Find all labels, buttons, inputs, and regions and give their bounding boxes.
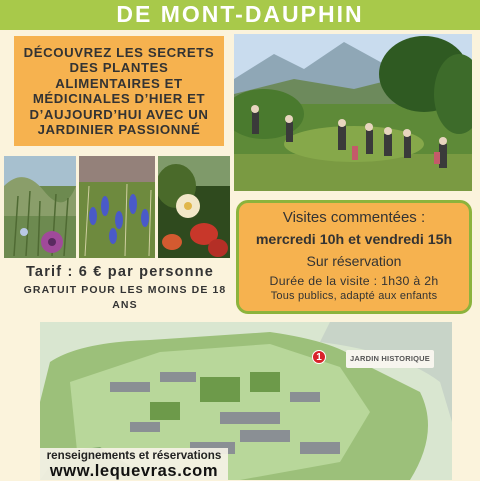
map-marker-label: JARDIN HISTORIQUE: [346, 350, 434, 368]
garden-photo: [234, 34, 472, 191]
intro-box: [14, 36, 224, 146]
contact-website-link[interactable]: www.lequevras.com: [49, 462, 219, 480]
free-note: GRATUIT POUR LES MOINS DE 18 ANS: [23, 284, 227, 311]
visits-heading: Visites commentées :: [282, 209, 426, 226]
visits-box: [236, 200, 472, 314]
visits-audience: Tous publics, adapté aux enfants: [270, 290, 438, 302]
flower-photo-lavender: [4, 156, 76, 258]
intro-text: DÉCOUVREZ LES SECRETS DES PLANTES ALIMENTAIRES ET MÉDICINALES D’HIER ET D’AUJOURD’HUI AVEC UN JARDINIER PASSIONNÉ: [23, 44, 215, 137]
contact-label: renseignements et réservations: [46, 449, 222, 462]
visits-reservation: Sur réservation: [306, 253, 402, 269]
flower-photo-primrose: [158, 156, 230, 258]
map-marker-badge: 1: [312, 350, 326, 364]
poster-title: DE MONT-DAUPHIN: [116, 1, 364, 27]
flower-photo-blue: [79, 156, 155, 258]
visits-days: mercredi 10h et vendredi 15h: [255, 232, 453, 248]
visits-duration: Durée de la visite : 1h30 à 2h: [269, 274, 439, 288]
price-text: Tarif : 6 € par personne: [25, 264, 215, 280]
